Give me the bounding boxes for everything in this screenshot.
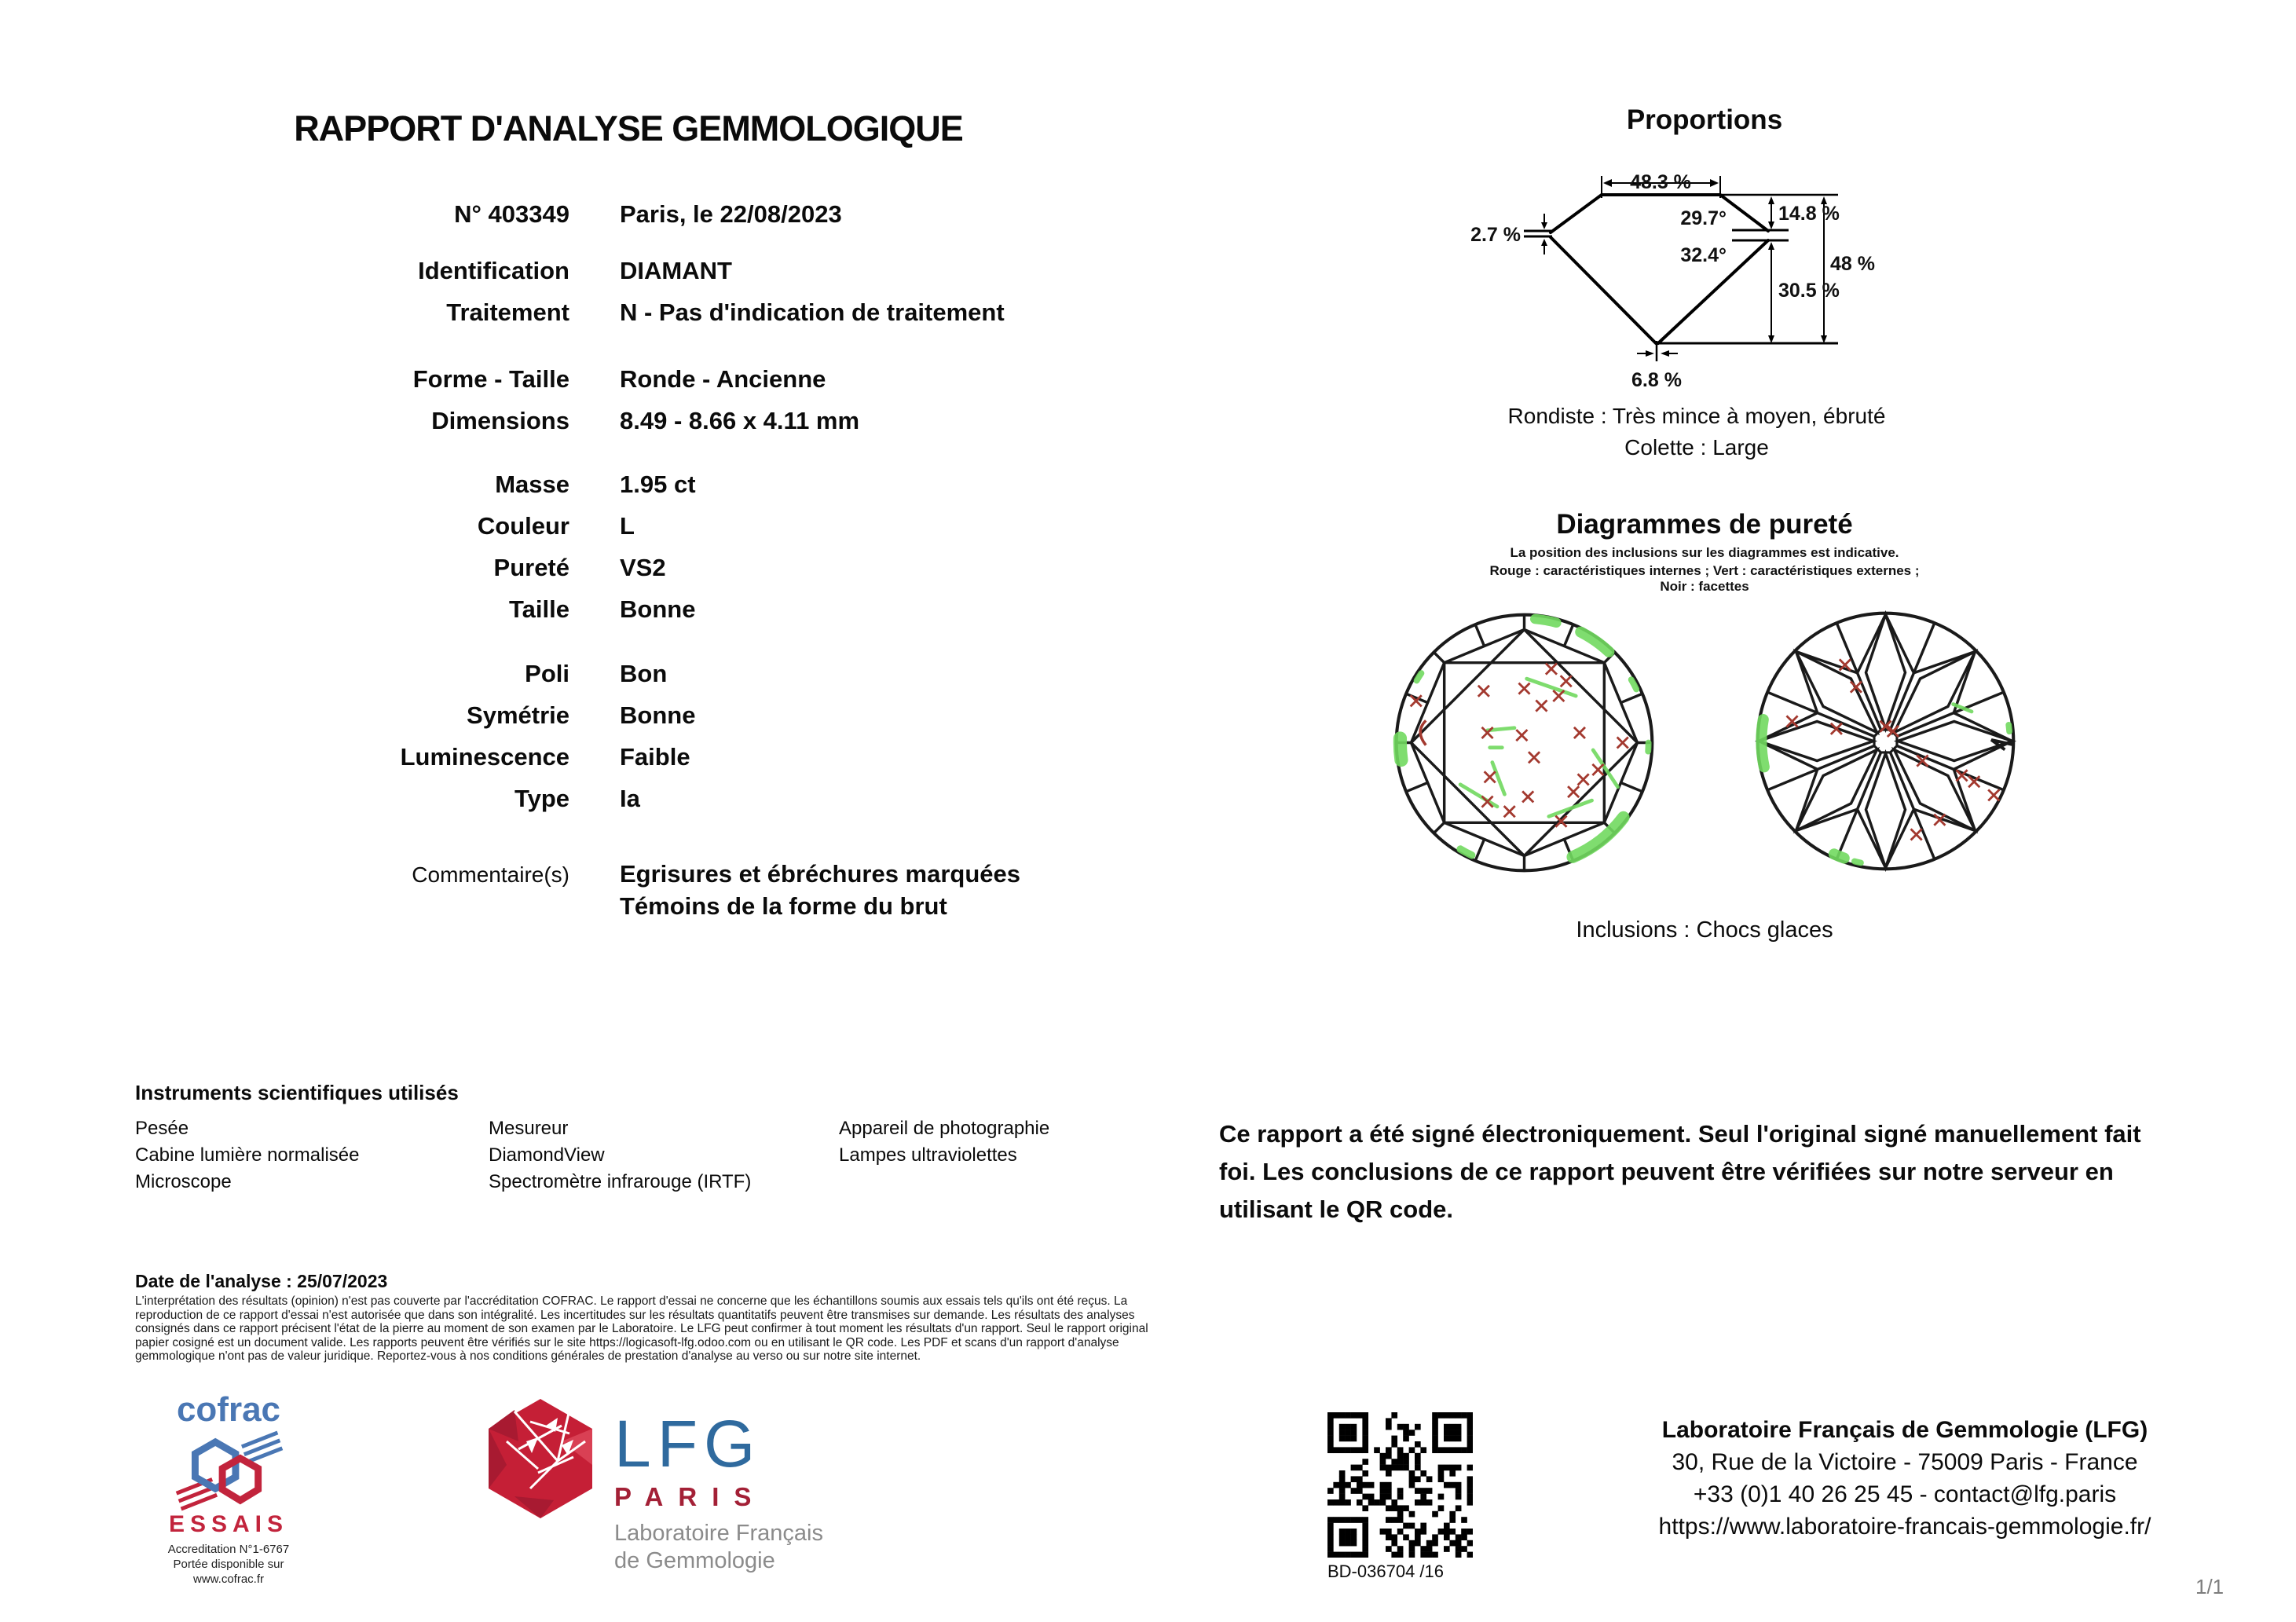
lfg-subtitle-line: Laboratoire Français bbox=[614, 1521, 823, 1546]
lab-website: https://www.laboratoire-francais-gemmologie.fr/ bbox=[1658, 1514, 2151, 1540]
field-row-number bbox=[110, 200, 1163, 229]
field-row-poli bbox=[110, 659, 1163, 689]
field-value: Bonne bbox=[620, 595, 696, 623]
field-row-dimensions bbox=[110, 406, 1163, 436]
instrument-item: Appareil de photographie bbox=[839, 1118, 1050, 1139]
comment-line: Egrisures et ébréchures marquées bbox=[620, 860, 1021, 888]
field-value: Bonne bbox=[620, 701, 696, 729]
instrument-item: Microscope bbox=[135, 1171, 232, 1192]
lfg-acronym: LFG bbox=[614, 1407, 762, 1481]
instrument-item: DiamondView bbox=[489, 1144, 605, 1166]
lfg-wordmark bbox=[614, 1407, 823, 1575]
field-row-identification bbox=[110, 256, 1163, 286]
field-label: Taille bbox=[509, 595, 569, 623]
field-row-traitement bbox=[110, 298, 1163, 328]
field-value: N - Pas d'indication de traitement bbox=[620, 298, 1005, 326]
contact-block bbox=[1618, 1414, 2192, 1543]
field-label: Pureté bbox=[493, 554, 569, 581]
pavilion-angle-label: 32.4° bbox=[1680, 244, 1727, 266]
cofrac-logo bbox=[156, 1390, 302, 1587]
lab-name: Laboratoire Français de Gemmologie (LFG) bbox=[1661, 1417, 2148, 1443]
report-number: N° 403349 bbox=[454, 200, 569, 228]
field-label: Masse bbox=[495, 470, 569, 498]
field-label: Type bbox=[514, 785, 569, 812]
qr-code bbox=[1327, 1412, 1473, 1558]
comment-line: Témoins de la forme du brut bbox=[620, 892, 947, 920]
field-value: Bon bbox=[620, 660, 668, 687]
culet-note: Colette : Large bbox=[1624, 435, 1769, 460]
lfg-subtitle-line: de Gemmologie bbox=[614, 1548, 775, 1573]
page-number: 1/1 bbox=[2195, 1575, 2225, 1598]
page-title: RAPPORT D'ANALYSE GEMMOLOGIQUE bbox=[294, 108, 963, 148]
lfg-city: PARIS bbox=[614, 1482, 767, 1511]
instruments-column-2 bbox=[489, 1115, 751, 1195]
field-label: Forme - Taille bbox=[412, 365, 569, 393]
field-value: DIAMANT bbox=[620, 257, 732, 284]
field-value: 1.95 ct bbox=[620, 470, 696, 498]
instrument-item: Lampes ultraviolettes bbox=[839, 1144, 1017, 1166]
field-value: Ronde - Ancienne bbox=[620, 365, 826, 393]
field-row-masse bbox=[110, 470, 1163, 500]
crown-height-label: 14.8 % bbox=[1778, 203, 1840, 225]
field-row-commentaires bbox=[110, 858, 1163, 922]
girdle-label: 2.7 % bbox=[1470, 224, 1521, 246]
report-date-place: Paris, le 22/08/2023 bbox=[620, 200, 842, 228]
field-label: Traitement bbox=[446, 298, 569, 326]
clarity-diagram-crown bbox=[1393, 611, 1656, 874]
proportions-title: Proportions bbox=[1626, 104, 1783, 135]
lab-phone-email: +33 (0)1 40 26 25 45 - contact@lfg.paris bbox=[1693, 1481, 2117, 1507]
culet-label: 6.8 % bbox=[1631, 369, 1682, 391]
field-label: Symétrie bbox=[467, 701, 569, 729]
cofrac-line: Portée disponible sur bbox=[173, 1558, 284, 1571]
field-value: 8.49 - 8.66 x 4.11 mm bbox=[620, 407, 860, 434]
instruments-column-1 bbox=[135, 1115, 359, 1195]
instrument-item: Cabine lumière normalisée bbox=[135, 1144, 360, 1166]
comments-value bbox=[620, 858, 1020, 922]
cofrac-wordmark: cofrac bbox=[176, 1390, 281, 1429]
field-row-type bbox=[110, 784, 1163, 814]
field-value: VS2 bbox=[620, 554, 666, 581]
instruments-heading: Instruments scientifiques utilisés bbox=[135, 1081, 459, 1104]
field-row-purete bbox=[110, 553, 1163, 583]
field-value: L bbox=[620, 512, 635, 540]
cofrac-line: Accreditation N°1-6767 bbox=[167, 1543, 290, 1556]
cofrac-hexagons-icon bbox=[170, 1430, 287, 1511]
field-label: Poli bbox=[525, 660, 569, 687]
legal-disclaimer: L'interprétation des résultats (opinion) n'est pas couverte par l'accréditation COFRAC. Le rapport d'essai ne concerne que les échantillons soumis aux essais tels qu'ils ont été reçus. La reproduction de ce rapport d'essai n'est autorisée que dans son intégralité. Les incertitudes sur les résultats quantitatifs peuvent être transmises sur demande. Les résultats des analyses consignés dans ce rapport précisent l'état de la pierre au moment de son examen par le Laboratoire. Le LFG peut confirmer à tout moment les résultats d'un rapport. Seul le rapport original papier cosigné est un document valide. Les rapports peuvent être vérifiés sur le site https://logicasoft-lfg.odoo.com ou en utilisant le QR code. Les PDF et scans d'un rapport d'analyse gemmologique n'ont pas de valeur juridique. Reportez-vous à nos conditions générales de prestation d'analyse au verso ou sur notre site internet. bbox=[135, 1294, 1148, 1364]
clarity-caption-1: La position des inclusions sur les diagrammes est indicative. bbox=[1510, 545, 1899, 560]
total-depth-label: 48 % bbox=[1830, 253, 1875, 275]
pavilion-depth-label: 30.5 % bbox=[1778, 280, 1840, 302]
field-row-luminescence bbox=[110, 742, 1163, 772]
crown-angle-label: 29.7° bbox=[1680, 207, 1727, 229]
field-row-forme-taille bbox=[110, 364, 1163, 394]
cofrac-line: www.cofrac.fr bbox=[192, 1573, 264, 1586]
table-width-label: 48.3 % bbox=[1630, 171, 1691, 193]
field-label: Dimensions bbox=[431, 407, 569, 434]
cofrac-essais-label: ESSAIS bbox=[168, 1511, 289, 1537]
lab-address: 30, Rue de la Victoire - 75009 Paris - France bbox=[1672, 1449, 2138, 1475]
instrument-item: Pesée bbox=[135, 1118, 189, 1139]
clarity-title: Diagrammes de pureté bbox=[1556, 509, 1853, 540]
analysis-date: Date de l'analyse : 25/07/2023 bbox=[135, 1271, 388, 1291]
field-value: Ia bbox=[620, 785, 640, 812]
field-row-couleur bbox=[110, 511, 1163, 541]
field-row-taille bbox=[110, 595, 1163, 624]
instrument-item: Spectromètre infrarouge (IRTF) bbox=[489, 1171, 752, 1192]
signature-note: Ce rapport a été signé électroniquement. Seul l'original signé manuellement fait foi. Les conclusions de ce rapport peuvent être vérifiées sur notre serveur en utilisant le QR code. bbox=[1219, 1120, 2141, 1223]
girdle-note: Rondiste : Très mince à moyen, ébruté bbox=[1507, 404, 1886, 428]
field-row-symetrie bbox=[110, 701, 1163, 730]
field-label: Commentaire(s) bbox=[412, 862, 569, 887]
instruments-column-3 bbox=[839, 1115, 1049, 1169]
field-label: Luminescence bbox=[400, 743, 569, 771]
field-label: Identification bbox=[418, 257, 569, 284]
lfg-subtitle bbox=[614, 1520, 823, 1575]
qr-code-label: BD-036704 /16 bbox=[1327, 1562, 1444, 1581]
lfg-hexagon-icon bbox=[483, 1394, 601, 1524]
clarity-diagram-pavilion bbox=[1754, 610, 2017, 873]
cofrac-accreditation bbox=[156, 1542, 302, 1587]
inclusions-note: Inclusions : Chocs glaces bbox=[1576, 917, 1833, 943]
proportions-diagram bbox=[1470, 171, 1875, 408]
clarity-caption-2: Rouge : caractéristiques internes ; Vert : caractéristiques externes ; Noir : facettes bbox=[1489, 563, 1920, 594]
field-label: Couleur bbox=[477, 512, 569, 540]
instrument-item: Mesureur bbox=[489, 1118, 569, 1139]
field-value: Faible bbox=[620, 743, 690, 771]
